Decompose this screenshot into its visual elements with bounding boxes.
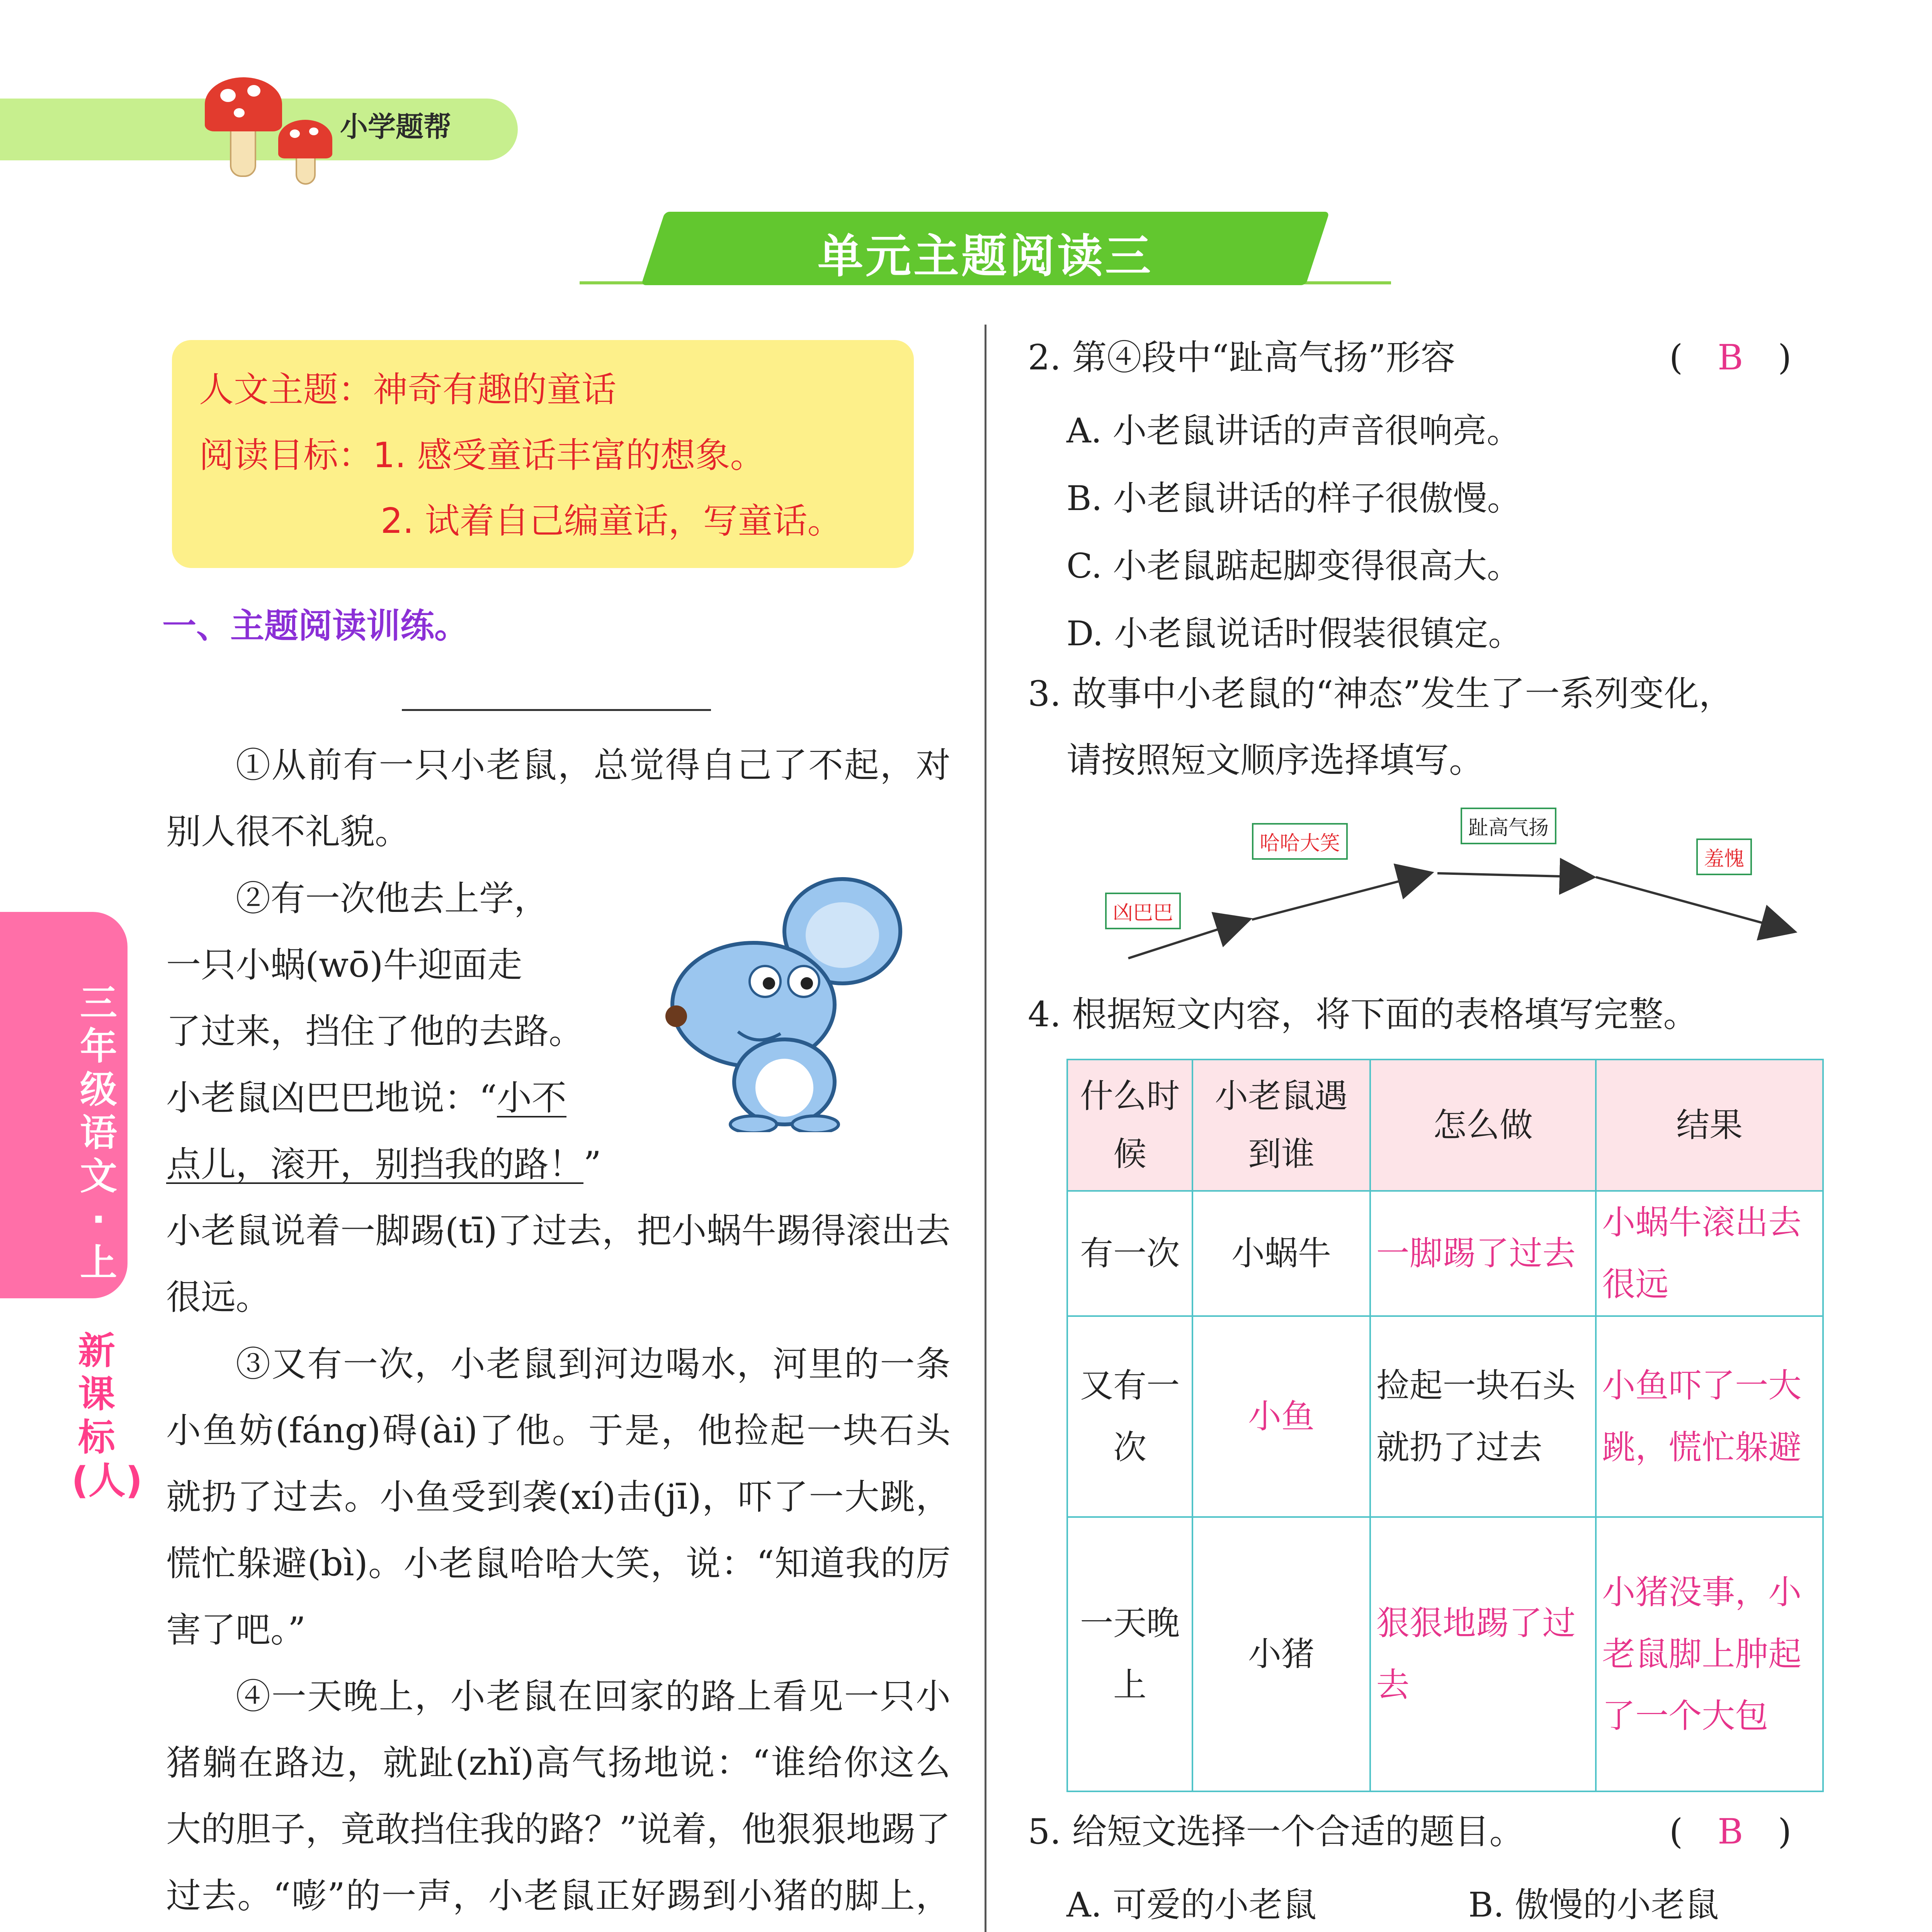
answer-table [1066,1059,1824,1792]
table-answer-cell: 小猪没事，小老鼠脚上肿起了一个大包 [1596,1517,1823,1791]
table-row [1067,1316,1823,1517]
question-3: 3. 故事中小老鼠的“神态”发生了一系列变化， [1028,673,1734,714]
story-paragraph-3: ③又有一次，小老鼠到河边喝水，河里的一条小鱼妨(fáng)碍(ài)了他。于是，他捡起一块石头就扔了过去。小鱼受到袭(xí)击(jī)，吓了一大跳，慌忙躲避(bì)。小老鼠哈哈大笑，说：“知道我的厉害了吧。” [166,1344,951,1650]
question-3-line-2: 请按照短文顺序选择填写。 [1066,740,1484,781]
story-p2-line-c: 了过来，挡住了他的去路。 [166,1011,583,1052]
table-header: 结果 [1596,1060,1823,1191]
story-p2-line-d: 小老鼠凶巴巴地说：“小不 [166,1078,567,1118]
q2-option-b: B. 小老鼠讲话的样子很傲慢。 [1066,478,1521,518]
table-answer-cell: 小鱼吓了一大跳，慌忙躲避 [1596,1316,1823,1517]
table-cell: 小蜗牛 [1192,1191,1370,1316]
diagram-label-1: 凶巴巴 [1105,893,1181,929]
title-blank [402,709,711,711]
q2-option-c: C. 小老鼠踮起脚变得很高大。 [1066,546,1521,586]
q5-option-a: A. 可爱的小老鼠 [1066,1885,1317,1925]
brand-label: 小学题帮 [340,111,452,143]
theme-line: 人文主题：神奇有趣的童话 [199,369,616,410]
diagram-label-3: 趾高气扬 [1461,808,1556,844]
underlined-sentence: 小不 [497,1078,567,1118]
side-tab-label: 三年级语文·上 [80,981,117,1284]
answer-slot-5: ( B ) [1669,1811,1792,1852]
table-row [1067,1191,1823,1316]
table-cell: 有一次 [1067,1191,1192,1316]
mouse-illustration [641,877,912,1132]
story-p2-line-b: 一只小蜗(wō)牛迎面走 [166,945,522,985]
mushroom-logo-icon [193,62,340,185]
goal-line-2: 2. 试着自己编童话，写童话。 [381,501,842,541]
q5-option-b: B. 傲慢的小老鼠 [1468,1885,1719,1925]
story-p2-line-e: 点儿，滚开，别挡我的路！” [166,1144,602,1185]
section-heading: 一、主题阅读训练。 [162,606,469,646]
table-header: 小老鼠遇到谁 [1192,1060,1370,1191]
story-p2-line-f: 小老鼠说着一脚踢(tī)了过去，把小蜗牛踢得滚出去很远。 [166,1211,951,1318]
table-header: 怎么做 [1370,1060,1596,1191]
q2-option-d: D. 小老鼠说话时假装很镇定。 [1066,614,1522,653]
question-5: 5. 给短文选择一个合适的题目。 [1028,1811,1524,1852]
table-cell: 一天晚上 [1067,1517,1192,1791]
table-answer-cell: 狠狠地踢了过去 [1370,1517,1596,1791]
question-2: 2. 第④段中“趾高气扬”形容 [1028,337,1456,378]
side-tab-sub: 新课标(人) [71,1329,143,1502]
story-paragraph-4: ④一天晚上，小老鼠在回家的路上看见一只小猪躺在路边，就趾(zhǐ)高气扬地说：“谁给你这么大的胆子，竟敢挡住我的路？”说着，他狠狠地踢了过去。“嘭”的一声，小老鼠正好踢到小猪的脚上， [166,1676,951,1916]
underlined-sentence-2: 点儿，滚开，别挡我的路！ [166,1144,583,1185]
table-answer-cell: 一脚踢了过去 [1370,1191,1596,1316]
table-answer-cell: 小蜗牛滚出去很远 [1596,1191,1823,1316]
answer-5: B [1718,1811,1743,1852]
question-4: 4. 根据短文内容，将下面的表格填写完整。 [1028,994,1698,1035]
table-row [1067,1517,1823,1791]
answer-2: B [1718,337,1743,378]
theme-box [172,340,914,568]
table-cell: 小猪 [1192,1517,1370,1791]
table-answer-cell: 小鱼 [1192,1316,1370,1517]
q2-option-a: A. 小老鼠讲话的声音很响亮。 [1066,411,1521,451]
answer-slot-2: ( B ) [1669,337,1792,378]
diagram-label-4: 羞愧 [1696,838,1752,875]
table-cell: 又有一次 [1067,1316,1192,1517]
column-divider [985,325,986,1932]
story-paragraph-1: ①从前有一只小老鼠，总觉得自己了不起，对别人很不礼貌。 [166,745,951,852]
story-p2-line-a: ②有一次他去上学， [236,878,549,919]
goal-line: 阅读目标：1. 感受童话丰富的想象。 [199,435,765,476]
page-title: 单元主题阅读三 [817,230,1153,283]
table-cell: 捡起一块石头就扔了过去 [1370,1316,1596,1517]
diagram-label-2: 哈哈大笑 [1252,823,1348,860]
table-header: 什么时候 [1067,1060,1192,1191]
